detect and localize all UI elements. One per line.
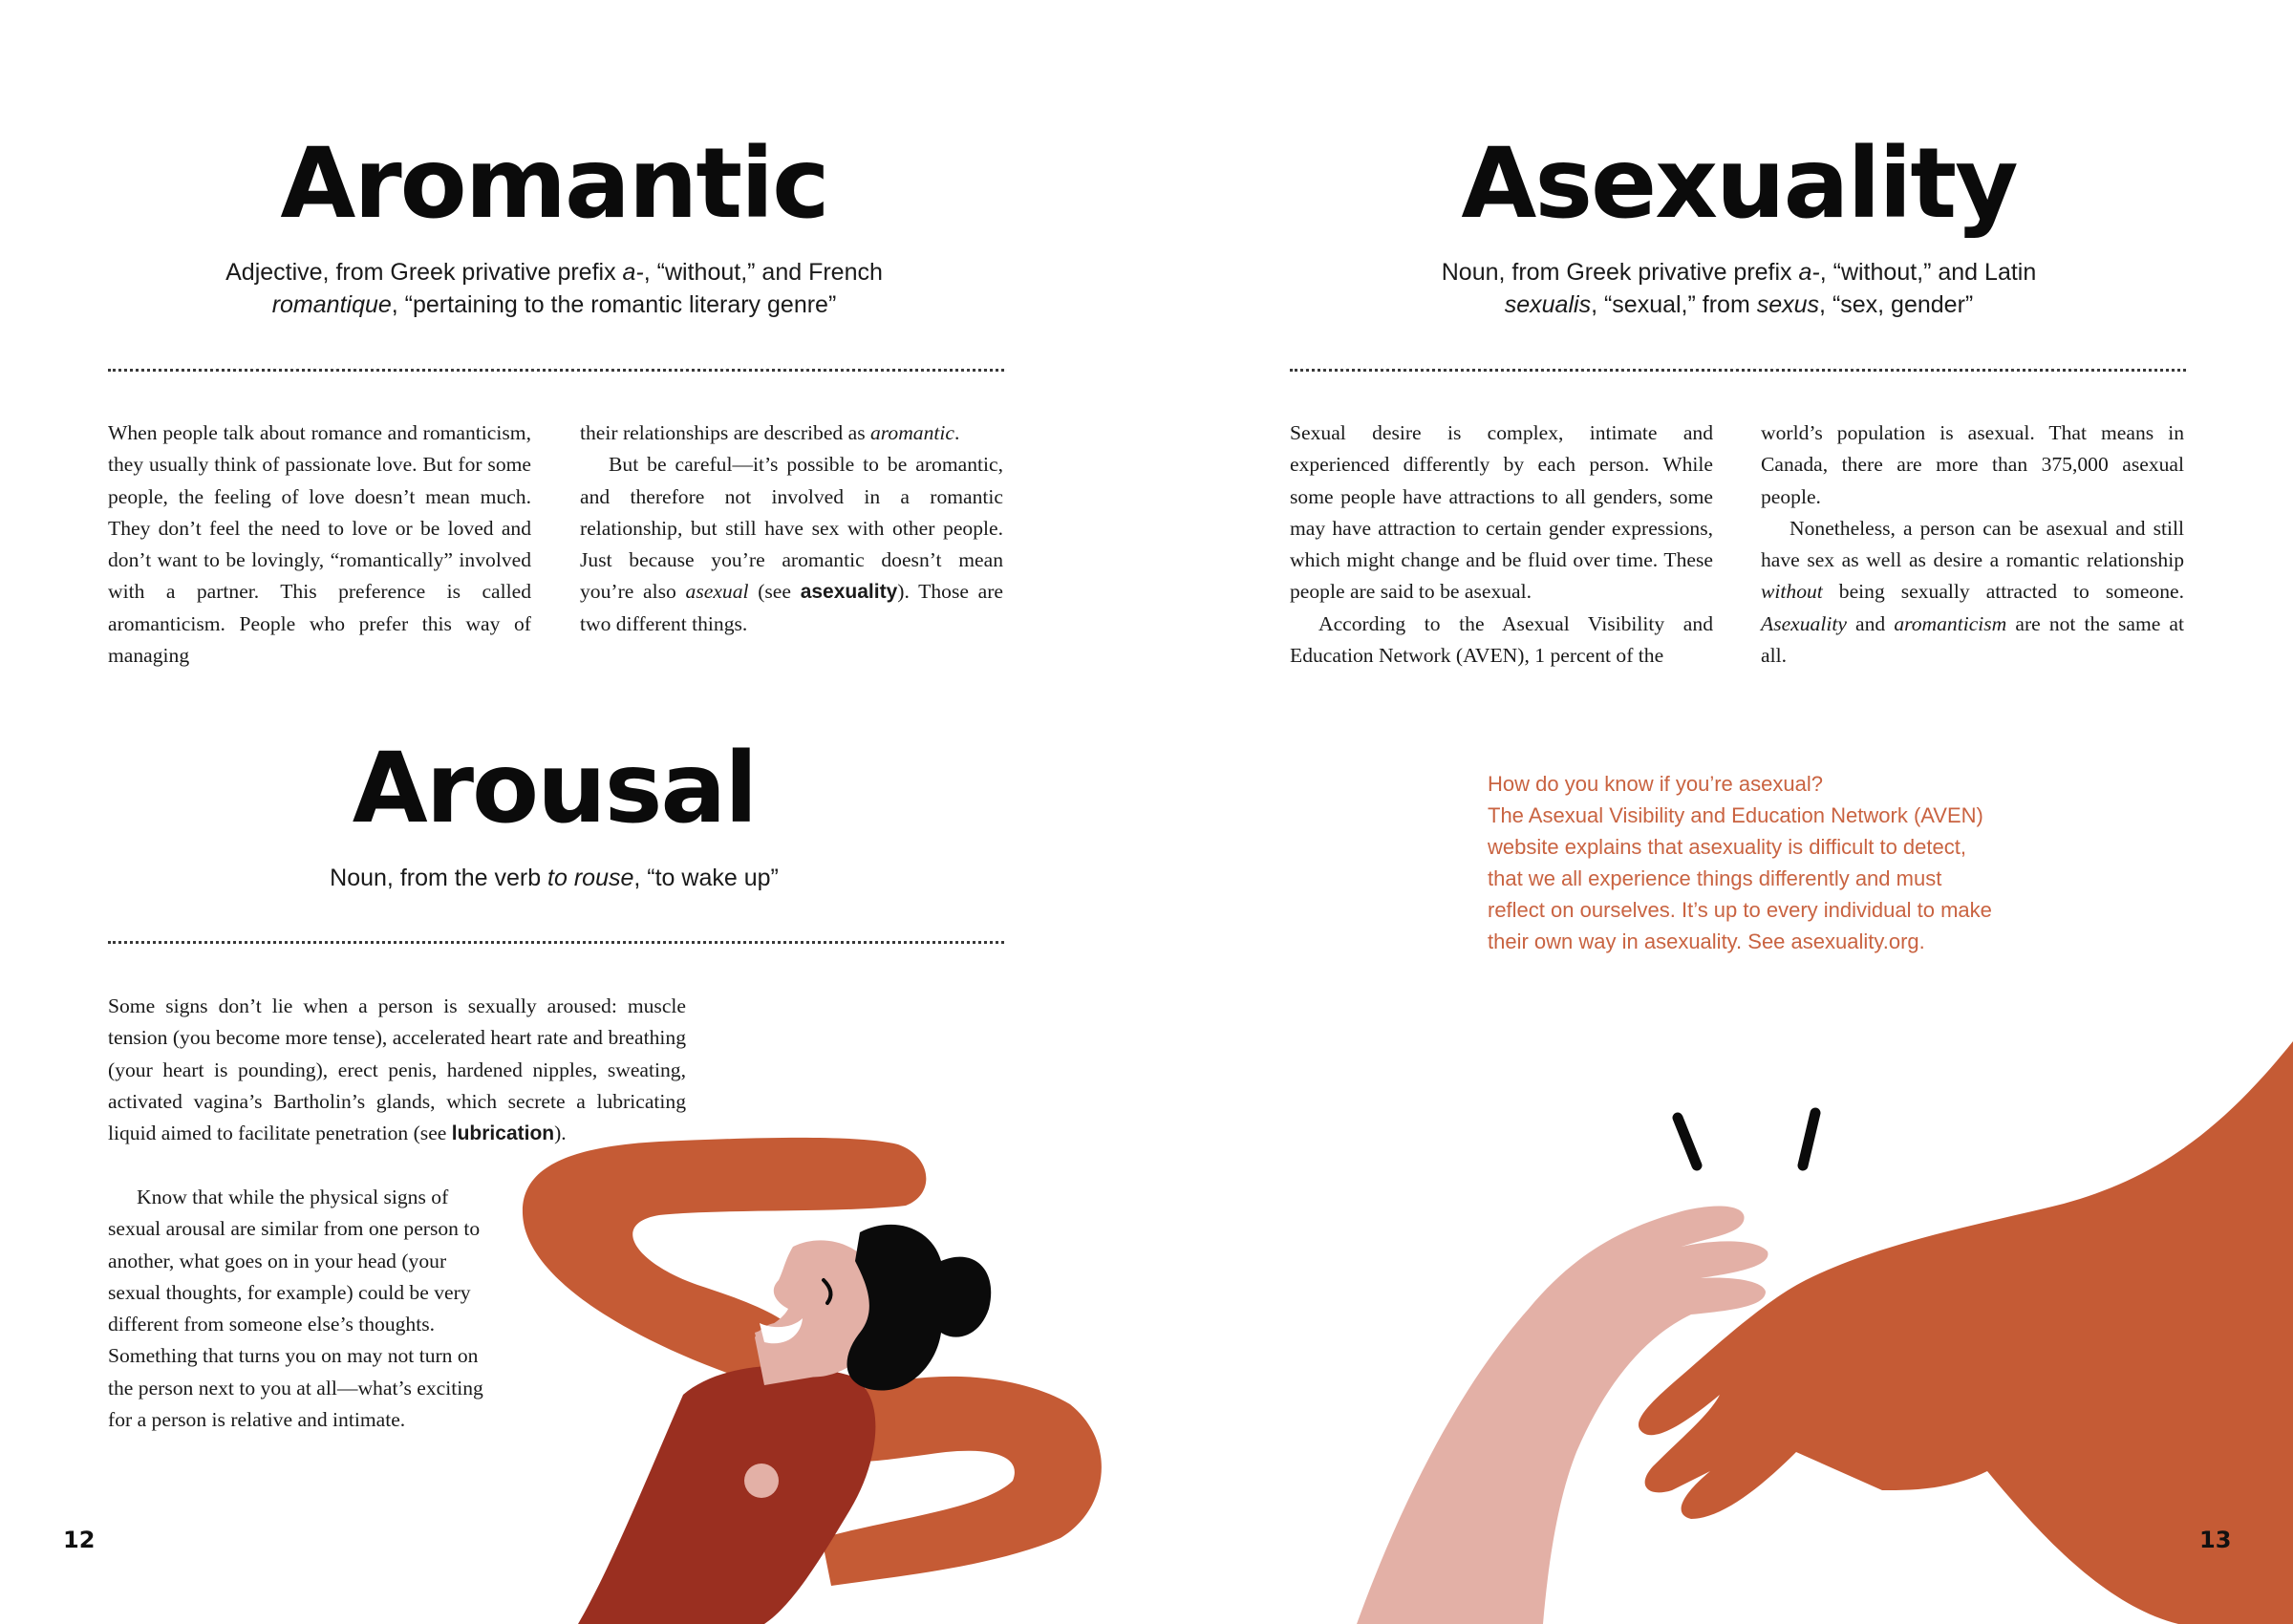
etym-text: Noun, from Greek privative prefix [1441, 259, 1799, 286]
callout-text: The Asexual Visibility and Education Network (AVEN) website explains that asexuality is difficult to detect, that we all experience things differently and must reflect on ourselves. It’s up to every individual to make their own way in asexuality. See asexuality.org. [1488, 803, 1992, 953]
orange-arm [1639, 1041, 2293, 1624]
body-paragraph [580, 449, 1003, 640]
motion-line-left [1678, 1118, 1697, 1165]
hands-illustration [1357, 1041, 2293, 1624]
body-paragraph: According to the Asexual Visibility and Education Network (AVEN), 1 percent of the [1290, 611, 1713, 668]
arousal-paragraph-2 [108, 1182, 485, 1436]
etym-text: Noun, from the verb [330, 865, 548, 891]
arousal-paragraph-1 [108, 991, 686, 1149]
body-italic: aromantic [870, 421, 954, 444]
body-italic: asexual [685, 580, 749, 604]
etym-italic: a- [622, 259, 644, 286]
etym-text: Adjective, from Greek privative prefix [225, 259, 623, 286]
etym-text: , “sexual,” from [1591, 291, 1757, 318]
aromantic-column-2 [580, 417, 1003, 640]
body-text-span: Some signs don’t lie when a person is sexually aroused: muscle tension (you become more tense), accelerated heart rate and breathing (your heart is pounding), erect penis, hardened nipples, sweating, activated vagina’s Bartholin’s glands, which secrete a lubricating liquid aimed to facilitate penetration (see [108, 994, 686, 1145]
etym-italic: a- [1798, 259, 1820, 286]
body-text-span: Nonetheless, a person can be asexual and still have sex as well as desire a romantic relationship [1761, 516, 2184, 572]
body-paragraph [1761, 513, 2184, 672]
body-paragraph: world’s population is asexual. That means in Canada, there are more than 375,000 asexual people. [1761, 421, 2184, 508]
etymology-aromantic [105, 256, 1003, 321]
body-text-span: being sexually attracted to someone. [1822, 580, 2184, 604]
page-number-right: 13 [2199, 1527, 2232, 1553]
motion-line-right [1803, 1113, 1815, 1165]
etym-italic: sexualis [1504, 291, 1592, 318]
body-paragraph: Know that while the physical signs of sexual arousal are similar from one person to another, what goes on in your head (your sexual thoughts, for example) could be very different from someone else’s thoughts. Something that turns you on may not turn on the person next to you at all—what’s exciting for a person is relative and intimate. [108, 1186, 483, 1432]
title-aromantic: Aromantic [280, 127, 828, 241]
etym-text: , “without,” and French [643, 259, 883, 286]
asexuality-column-1 [1290, 417, 1713, 672]
body-italic: aromanticism [1894, 611, 2007, 635]
body-text-span: their relationships are described as [580, 421, 870, 444]
body-paragraph [580, 417, 1003, 449]
divider-aromantic [108, 369, 1004, 372]
cross-reference-lubrication: lubrication [451, 1122, 555, 1145]
etym-text: , “without,” and Latin [1819, 259, 2037, 286]
page-number-left: 12 [63, 1527, 96, 1553]
callout-question: How do you know if you’re asexual? [1488, 772, 1823, 796]
body-paragraph: When people talk about romance and romanticism, they usually think of passionate love. But for some people, the feeling of love doesn’t mean much. They don’t feel the need to love or be loved and don’t want to be lovingly, “romantically” involved with a partner. This preference is called aromanticism. People who prefer this way of managing [108, 421, 531, 668]
asexuality-callout [1488, 768, 2004, 957]
divider-asexuality [1290, 369, 2186, 372]
body-text-span: ). Those are two different things. [580, 580, 1003, 635]
woman-illustration [523, 1138, 1102, 1624]
title-asexuality: Asexuality [1461, 127, 2017, 241]
etymology-arousal [105, 862, 1003, 894]
woman-dress [578, 1366, 875, 1624]
etym-italic: to rouse [547, 865, 634, 891]
etymology-asexuality [1290, 256, 2188, 321]
body-italic: without [1761, 580, 1823, 604]
cross-reference-asexuality: asexuality [800, 581, 898, 604]
title-arousal: Arousal [352, 732, 757, 845]
aromantic-column-1 [108, 417, 531, 672]
body-paragraph: Sexual desire is complex, intimate and experienced differently by each person. While some people have attractions to all genders, some may have attraction to certain gender expressions, which might change and be fluid over time. These people are said to be asexual. [1290, 421, 1713, 604]
etym-italic: romantique [271, 291, 392, 318]
etym-text: , “pertaining to the romantic literary genre” [391, 291, 837, 318]
body-italic: Asexuality [1761, 611, 1847, 635]
etym-italic: sexus [1756, 291, 1820, 318]
body-text-span: and [1846, 611, 1895, 635]
etym-text: , “sex, gender” [1819, 291, 1974, 318]
body-paragraph [108, 991, 686, 1149]
body-text-span: ). [554, 1122, 567, 1145]
etym-text: , “to wake up” [633, 865, 779, 891]
body-text-span: But be careful—it’s possible to be aromantic, and therefore not involved in a romantic relationship, but still have sex with other people. Just because you’re aromantic doesn’t mean you’re also [580, 453, 1003, 604]
body-text-span: . [954, 421, 960, 444]
body-text-span: are not the same at all. [1761, 611, 2184, 668]
divider-arousal [108, 941, 1004, 944]
woman-chest-dot [744, 1464, 779, 1498]
body-text-span: (see [748, 580, 801, 604]
asexuality-column-2 [1761, 417, 2184, 672]
